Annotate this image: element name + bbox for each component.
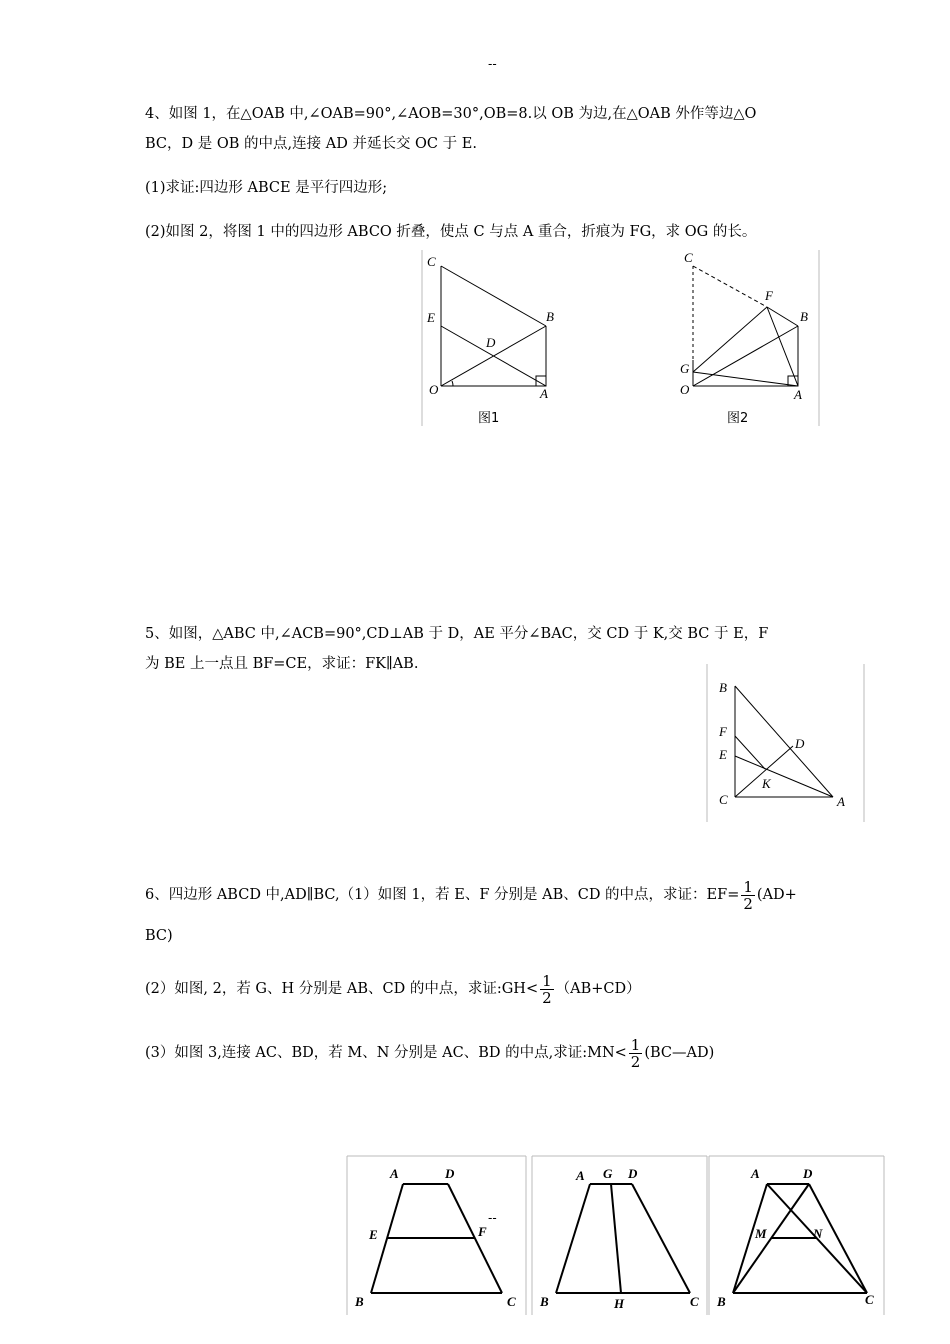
q6f1-label-B: B	[355, 1294, 364, 1309]
q6-figure-3	[709, 1156, 885, 1316]
fig2-caption: 图2	[727, 411, 749, 426]
q4-figure-1	[422, 250, 546, 426]
fig1-label-C: C	[427, 254, 436, 269]
q4-line1: 4、如图 1，在△OAB 中,∠OAB=90°,∠AOB=30°,OB=8.以 OB 为边,在△OAB 外作等边△O	[145, 106, 757, 122]
q5-line2: 为 BE 上一点且 BF=CE，求证：FK∥AB.	[145, 656, 419, 672]
q5-figure	[707, 664, 865, 824]
fig1-label-E: E	[427, 310, 435, 325]
q6f2-label-A: A	[576, 1168, 585, 1183]
q4-part2: (2)如图 2，将图 1 中的四边形 ABCO 折叠，使点 C 与点 A 重合，折痕为 FG，求 OG 的长。	[145, 224, 757, 240]
q6-part3-tail: (BC—AD)	[644, 1045, 715, 1061]
q6f2-label-G: G	[603, 1166, 613, 1181]
q6f3-label-N: N	[813, 1226, 823, 1241]
q6-part2-text: (2）如图, 2，若 G、H 分别是 AB、CD 的中点，求证:GH<	[145, 981, 539, 997]
q6-line1-tail: (AD+	[756, 887, 797, 903]
q6-figure-2	[532, 1156, 708, 1316]
q6-fraction-2: $\frac{1}{2}$	[542, 971, 552, 1007]
q5-label-A: A	[837, 794, 845, 809]
q6f3-label-C: C	[865, 1292, 874, 1307]
q6f3-label-B: B	[717, 1294, 726, 1309]
fig2-label-A: A	[794, 387, 802, 402]
page-header-mark: --	[488, 56, 497, 71]
fig1-label-D: D	[486, 335, 496, 350]
fig2-label-C: C	[684, 250, 693, 265]
q6f1-label-E: E	[369, 1227, 378, 1242]
fig1-label-A: A	[540, 386, 548, 401]
q6f1-label-D: D	[445, 1166, 455, 1181]
q6f1-label-A: A	[390, 1166, 399, 1181]
q6-fraction-1: $\frac{1}{2}$	[743, 877, 753, 913]
fig2-label-B: B	[800, 309, 808, 324]
fig1-label-B: B	[546, 309, 554, 324]
q4-line2: BC，D 是 OB 的中点,连接 AD 并延长交 OC 于 E.	[145, 136, 477, 152]
q6f3-label-A: A	[751, 1166, 760, 1181]
q5-label-B: B	[719, 680, 727, 695]
q5-label-C: C	[719, 792, 728, 807]
q6f1-label-F: F	[478, 1224, 487, 1239]
fig1-label-O: O	[429, 382, 439, 397]
q5-line1: 5、如图，△ABC 中,∠ACB=90°,CD⊥AB 于 D，AE 平分∠BAC，交 CD 于 K,交 BC 于 E，F	[145, 626, 769, 642]
q6-part3	[145, 1034, 714, 1072]
q6-figure-1	[347, 1156, 527, 1316]
q6f2-label-H: H	[614, 1296, 625, 1311]
q6-part3-text: (3）如图 3,连接 AC、BD，若 M、N 分别是 AC、BD 的中点,求证:MN<	[145, 1045, 627, 1061]
q6-part2	[145, 970, 641, 1008]
q6-part2-tail: （AB+CD）	[555, 981, 641, 997]
fig1-caption: 图1	[478, 411, 500, 426]
q4-figures	[422, 250, 820, 430]
fig2-label-O: O	[680, 382, 690, 397]
q6f3-label-D: D	[803, 1166, 813, 1181]
q4-part1: (1)求证:四边形 ABCE 是平行四边形;	[145, 180, 388, 196]
q6f2-label-D: D	[628, 1166, 638, 1181]
q6-line1-text: 6、四边形 ABCD 中,AD∥BC,（1）如图 1，若 E、F 分别是 AB、CD 的中点，求证：EF=	[145, 887, 740, 903]
q6f2-label-C: C	[690, 1294, 699, 1309]
q5-label-D: D	[795, 736, 805, 751]
page-footer-mark: --	[488, 1210, 497, 1225]
q6f2-label-B: B	[540, 1294, 549, 1309]
q6-line2: BC)	[145, 928, 173, 944]
q5-label-F: F	[719, 724, 727, 739]
fig2-label-G: G	[680, 361, 690, 376]
fig2-label-F: F	[765, 288, 773, 303]
q6f1-label-C: C	[507, 1294, 516, 1309]
q5-label-E: E	[719, 747, 727, 762]
q6-line1	[145, 876, 797, 914]
q6-fraction-3: $\frac{1}{2}$	[630, 1035, 641, 1071]
q6f3-label-M: M	[755, 1226, 767, 1241]
q5-label-K: K	[762, 776, 771, 791]
